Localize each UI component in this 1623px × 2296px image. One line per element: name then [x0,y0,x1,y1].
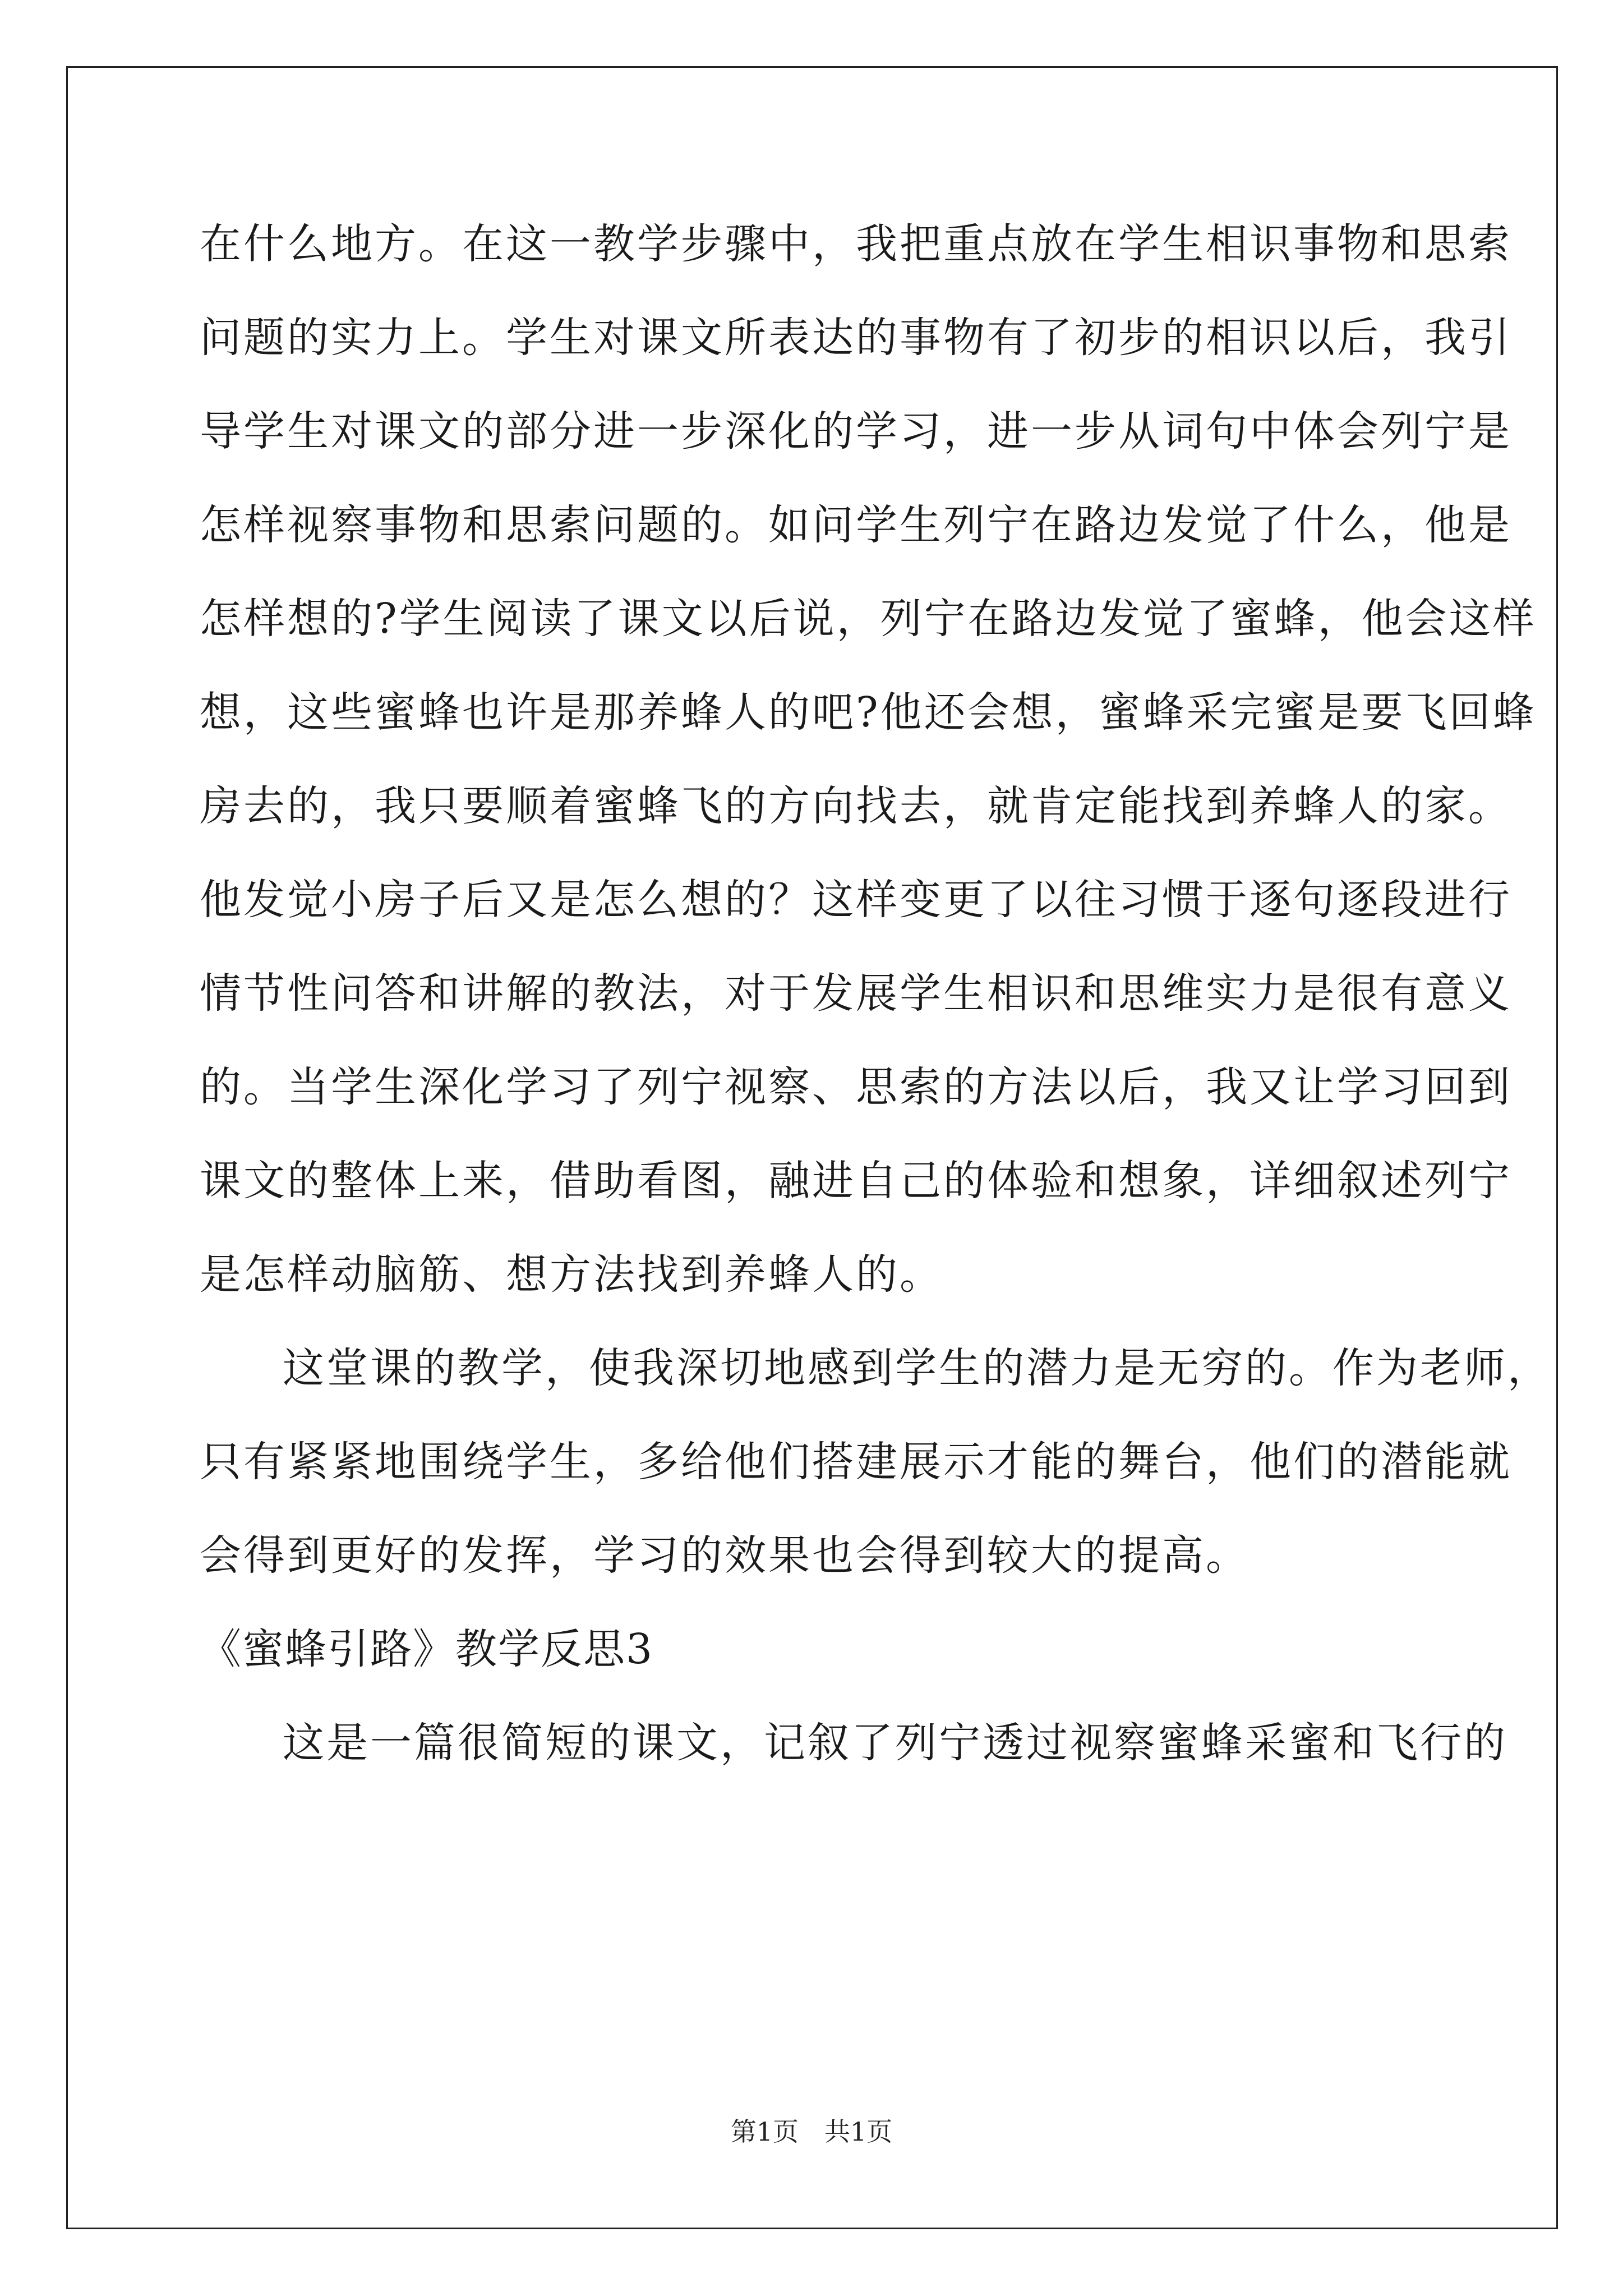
text-line: 只有紧紧地围绕学生，多给他们搭建展示才能的舞台，他们的潜能就 [200,1438,1512,1486]
text-line: 怎样想的?学生阅读了课文以后说，列宁在路边发觉了蜜蜂，他会这样 [200,595,1537,643]
text-line: 怎样视察事物和思索问题的。如问学生列宁在路边发觉了什么，他是 [200,501,1512,549]
text-line: 房去的，我只要顺着蜜蜂飞的方向找去，就肯定能找到养蜂人的家。 [200,782,1512,830]
paragraph-3 [200,1715,1507,1809]
paragraph-2 [200,1340,1551,1621]
text-line: 问题的实力上。学生对课文所表达的事物有了初步的相识以后，我引 [200,314,1512,362]
text-line: 会得到更好的发挥，学习的效果也会得到较大的提高。 [200,1531,1249,1580]
text-line: 这堂课的教学，使我深切地感到学生的潜力是无穷的。作为老师， [283,1344,1551,1392]
paragraph-1 [200,216,1537,1340]
text-line: 是怎样动脑筋、想方法找到养蜂人的。 [200,1250,943,1299]
text-line: 他发觉小房子后又是怎么想的？这样变更了以往习惯于逐句逐段进行 [200,876,1512,924]
page-number-footer: 第1页 共1页 [730,2116,893,2147]
text-line: 想，这些蜜蜂也许是那养蜂人的吧?他还会想，蜜蜂采完蜜是要飞回蜂 [200,688,1537,737]
text-line: 的。当学生深化学习了列宁视察、思索的方法以后，我又让学习回到 [200,1063,1512,1111]
text-line: 情节性问答和讲解的教法，对于发展学生相识和思维实力是很有意义 [200,969,1512,1018]
text-line: 导学生对课文的部分进一步深化的学习，进一步从词句中体会列宁是 [200,407,1512,455]
text-line: 课文的整体上来，借助看图，融进自己的体验和想象，详细叙述列宁 [200,1157,1512,1205]
text-line: 这是一篇很简短的课文，记叙了列宁透过视察蜜蜂采蜜和飞行的 [283,1719,1507,1767]
section-heading: 《蜜蜂引路》教学反思3 [200,1625,654,1673]
document-body [200,216,1551,1809]
text-line: 在什么地方。在这一教学步骤中，我把重点放在学生相识事物和思索 [200,220,1512,268]
